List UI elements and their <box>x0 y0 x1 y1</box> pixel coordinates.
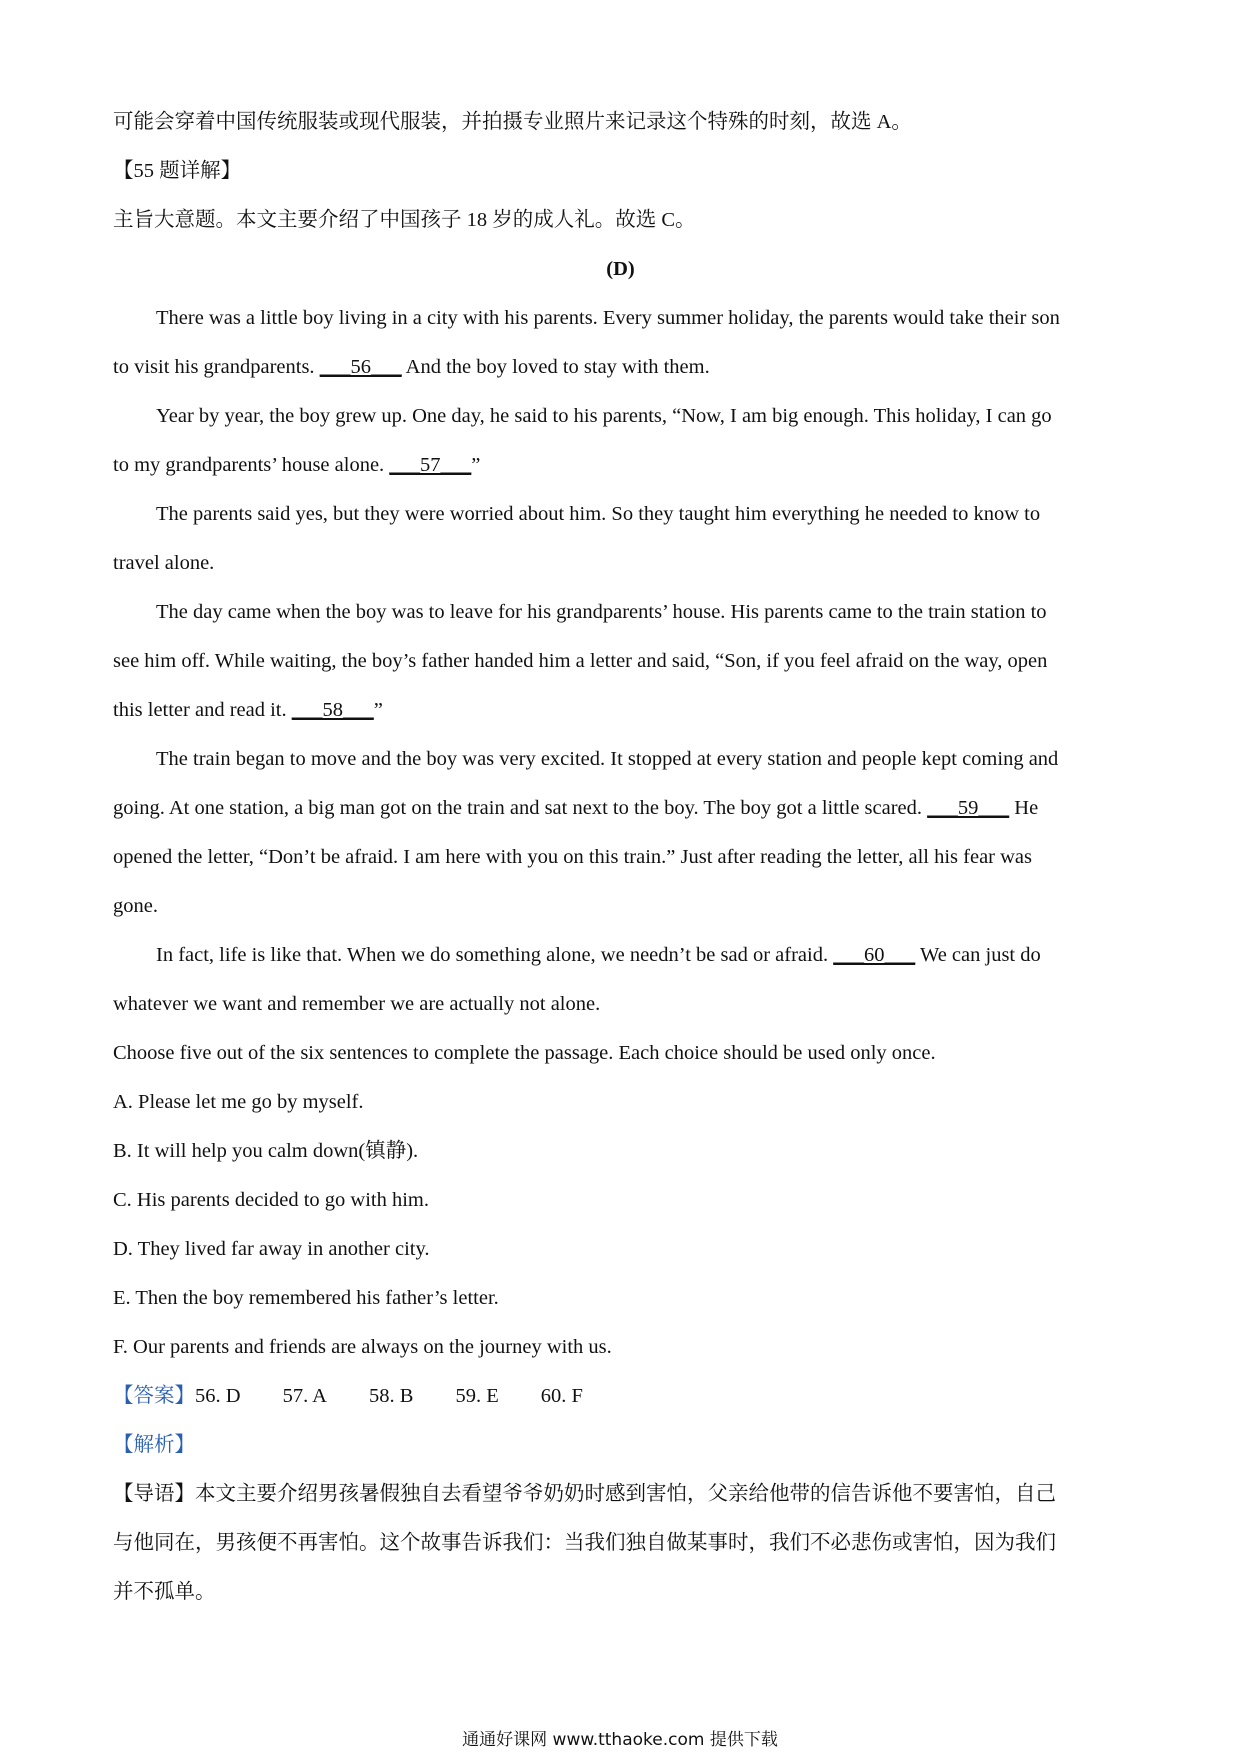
passage-line <box>113 784 1128 833</box>
blank-56: ___56___ <box>319 356 402 378</box>
blank-59: ___59___ <box>927 797 1010 819</box>
option-d: D. They lived far away in another city. <box>113 1238 430 1260</box>
passage-line: see him off. While waiting, the boy’s father handed him a letter and said, “Son, if you feel afraid on the way, open <box>113 650 1048 672</box>
blank-58: ___58___ <box>291 699 374 721</box>
guide-line: 与他同在，男孩便不再害怕。这个故事告诉我们：当我们独自做某事时，我们不必悲伤或害怕，因为我们 <box>113 1532 1056 1554</box>
q55-explanation: 主旨大意题。本文主要介绍了中国孩子 18 岁的成人礼。故选 C。 <box>113 209 696 231</box>
prev-explanation-line: 可能会穿着中国传统服装或现代服装，并拍摄专业照片来记录这个特殊的时刻，故选 A。 <box>113 111 912 133</box>
page-content <box>113 98 1128 1617</box>
blank-57: ___57___ <box>389 454 472 476</box>
instruction: Choose five out of the six sentences to complete the passage. Each choice should be used only once. <box>113 1042 936 1064</box>
option-a: A. Please let me go by myself. <box>113 1091 364 1113</box>
passage-line <box>113 931 1128 980</box>
passage-line: Year by year, the boy grew up. One day, he said to his parents, “Now, I am big enough. This holiday, I can go <box>156 405 1052 427</box>
passage-line: There was a little boy living in a city with his parents. Every summer holiday, the parents would take their son <box>156 307 1060 329</box>
answer-item: 58. B <box>369 1385 414 1407</box>
answer-item: 56. D <box>195 1385 241 1407</box>
answer-item: 60. F <box>540 1385 583 1407</box>
passage-line: travel alone. <box>113 552 215 574</box>
passage-line: opened the letter, “Don’t be afraid. I am here with you on this train.” Just after reading the letter, all his fear was <box>113 846 1033 868</box>
guide-line: 并不孤单。 <box>113 1581 216 1603</box>
option-f: F. Our parents and friends are always on the journey with us. <box>113 1336 612 1358</box>
answer-label: 【答案】 <box>113 1385 195 1407</box>
passage-text: to visit his grandparents. <box>113 356 320 378</box>
analysis-label: 【解析】 <box>113 1434 195 1456</box>
passage-text: In fact, life is like that. When we do something alone, we needn’t be sad or afraid. <box>156 944 834 966</box>
passage-line <box>113 441 1128 490</box>
passage-line: The train began to move and the boy was very excited. It stopped at every station and people kept coming and <box>156 748 1059 770</box>
passage-line: The day came when the boy was to leave for his grandparents’ house. His parents came to the train station to <box>156 601 1047 623</box>
passage-line <box>113 343 1128 392</box>
passage-text: ” <box>373 699 383 721</box>
answer-item: 57. A <box>282 1385 327 1407</box>
section-title: (D) <box>606 258 635 280</box>
passage-line: The parents said yes, but they were worried about him. So they taught him everything he needed to know to <box>156 503 1041 525</box>
q55-header: 【55 题详解】 <box>113 160 242 182</box>
guide-line <box>113 1470 1128 1519</box>
passage-text: going. At one station, a big man got on the train and sat next to the boy. The boy got a little scared. <box>113 797 928 819</box>
blank-60: ___60___ <box>833 944 916 966</box>
page-footer: 通通好课网 www.tthaoke.com 提供下载 <box>462 1730 778 1750</box>
guide-text: 本文主要介绍男孩暑假独自去看望爷爷奶奶时感到害怕，父亲给他带的信告诉他不要害怕，自己 <box>195 1483 1056 1505</box>
guide-label: 【导语】 <box>113 1483 195 1505</box>
passage-text: He <box>1009 797 1039 819</box>
passage-text: ” <box>471 454 481 476</box>
passage-line: whatever we want and remember we are actually not alone. <box>113 993 601 1015</box>
passage-text: And the boy loved to stay with them. <box>401 356 710 378</box>
passage-line <box>113 686 1128 735</box>
answer-line <box>113 1372 1128 1421</box>
option-c: C. His parents decided to go with him. <box>113 1189 429 1211</box>
option-b: B. It will help you calm down(镇静). <box>113 1140 419 1162</box>
passage-text: We can just do <box>915 944 1041 966</box>
passage-text: this letter and read it. <box>113 699 292 721</box>
passage-text: to my grandparents’ house alone. <box>113 454 390 476</box>
passage-line: gone. <box>113 895 158 917</box>
answer-item: 59. E <box>455 1385 499 1407</box>
option-e: E. Then the boy remembered his father’s letter. <box>113 1287 499 1309</box>
